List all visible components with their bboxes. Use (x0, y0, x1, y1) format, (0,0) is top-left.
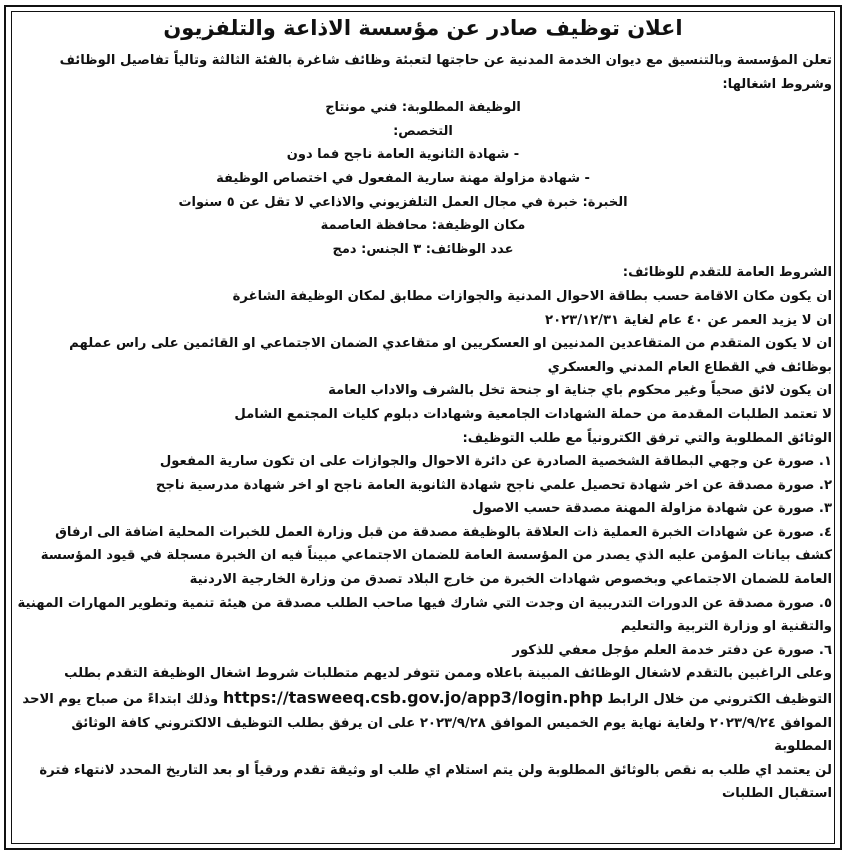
specialization-label: التخصص: (393, 123, 453, 139)
announcement-content (14, 11, 832, 806)
document-item: ٤. صورة عن شهادات الخبرة العملية ذات العلاقة بالوظيفة مصدقة من قبل وزارة العمل للخبرات المحلية اضافة الى ارفاق كشف بيانات المؤمن عليه الذي يصدر من المؤسسة العامة للضمان الاجتماعي مبيناً فيه ان الخبرة مسجلة في قيود المؤسسة العامة للضمان الاجتماعي وبخصوص شهادات الخبرة من خارج البلاد تصدق من وزارة الخارجية الاردنية (40, 524, 832, 588)
application-text-before-link: وعلى الراغبين بالتقدم لاشغال الوظائف المبينة باعلاه وممن تتوفر لديهم متطلبات شروط اشغال الوظيفة التقدم بطلب التوظيف الكتروني من خلال الرابط (64, 666, 832, 708)
condition-item: لا تعتمد الطلبات المقدمة من حملة الشهادات الجامعية وشهادات دبلوم كليات المجتمع الشامل (234, 406, 832, 422)
general-conditions (14, 261, 832, 426)
closing-section (14, 662, 832, 806)
conditions-heading: الشروط العامة للتقدم للوظائف: (622, 265, 832, 281)
document-item: ٣. صورة عن شهادة مزاولة المهنة مصدقة حسب الاصول (472, 501, 832, 517)
documents-heading: الوثائق المطلوبة والتي ترفق الكترونياً مع طلب التوظيف: (462, 430, 832, 446)
document-item: ٢. صورة مصدقة عن اخر شهادة تحصيل علمي ناجح شهادة الثانوية العامة ناجح او اخر شهادة مدرسية ناجح (155, 477, 832, 493)
announcement-title: اعلان توظيف صادر عن مؤسسة الاذاعة والتلفزيون (163, 16, 683, 40)
condition-item: ان يكون لائق صحياً وغير محكوم باي جناية او جنحة تخل بالشرف والاداب العامة (328, 383, 832, 399)
document-item: ٥. صورة مصدقة عن الدورات التدريبية ان وجدت التي شارك فيها صاحب الطلب مصدقة من هيئة تنمية وتطوير المهارات المهنية والتقنية او وزارة التربية والتعليم (17, 595, 832, 635)
experience-line: الخبرة: خبرة في مجال العمل التلفزيوني والاذاعي لا تقل عن ٥ سنوات (178, 194, 628, 210)
intro-paragraph: تعلن المؤسسة وبالتنسيق مع ديوان الخدمة المدنية عن حاجتها لتعبئة وظائف شاغرة بالفئة الثالثة وتالياً تفاصيل الوظائف وشروط اشغالها: (59, 53, 832, 92)
document-item: ١. صورة عن وجهي البطاقة الشخصية الصادرة عن دائرة الاحوال والجوازات على ان تكون سارية المفعول (159, 454, 832, 470)
application-paragraph (14, 662, 832, 758)
document-item: ٦. صورة عن دفتر خدمة العلم مؤجل معفي للذكور (512, 642, 832, 658)
final-note: لن يعتمد اي طلب به نقص بالوثائق المطلوبة ولن يتم استلام اي طلب او وثيقة تقدم ورقياً او بعد التاريخ المحدد لانتهاء فترة استقبال الطلبات (39, 762, 832, 802)
required-documents (14, 427, 832, 663)
job-title: الوظيفة المطلوبة: فني مونتاج (325, 100, 521, 116)
count-gender-line: عدد الوظائف: ٣ الجنس: دمج (332, 241, 514, 257)
application-link[interactable]: https://tasweeq.csb.gov.jo/app3/login.php (222, 688, 603, 708)
specialization-item-1: - شهادة الثانوية العامة ناجح فما دون (286, 147, 520, 163)
announcement-frame (4, 5, 842, 850)
condition-item: ان لا يكون المتقدم من المتقاعدين المدنيين او العسكريين او متقاعدي الضمان الاجتماعي او القائمين على راس عملهم بوظائف في القطاع العام المدني والعسكري (69, 336, 832, 375)
job-details (14, 96, 832, 261)
specialization-item-2: - شهادة مزاولة مهنة سارية المفعول في اختصاص الوظيفة (216, 170, 590, 186)
application-text-after-link: وذلك ابتداءً من صباح يوم الاحد الموافق ٢٠٢٣/٩/٢٤ ولغاية نهاية يوم الخميس الموافق ٢٠٢٣/٩/٢٨ على ان يرفق بطلب التوظيف الالكتروني كافة الوثائق المطلوبة (22, 692, 832, 755)
condition-item: ان لا يزيد العمر عن ٤٠ عام لغاية ٢٠٢٣/١٢/٣١ (545, 312, 832, 328)
condition-item: ان يكون مكان الاقامة حسب بطاقة الاحوال المدنية والجوازات مطابق لمكان الوظيفة الشاغرة (232, 288, 832, 304)
location-line: مكان الوظيفة: محافظة العاصمة (320, 218, 526, 234)
